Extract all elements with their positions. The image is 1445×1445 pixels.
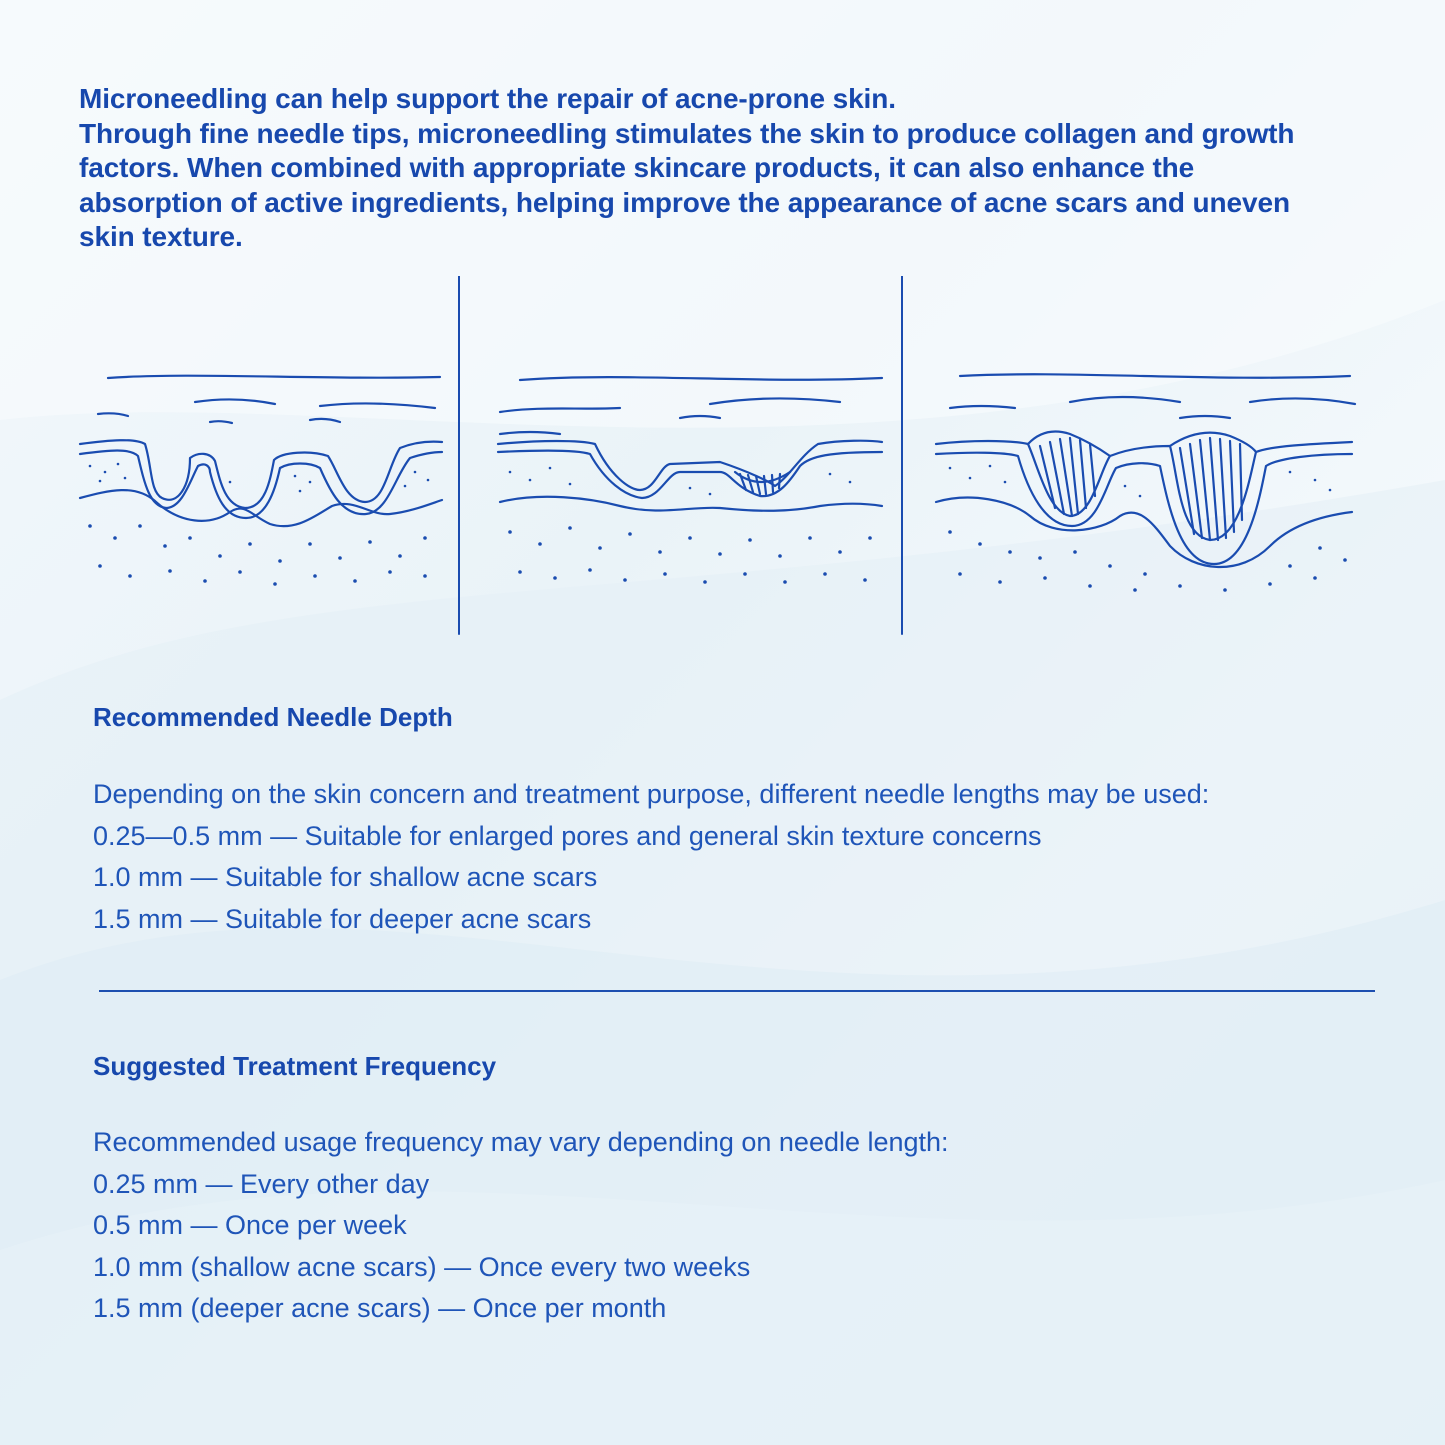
- depth-section-title: Recommended Needle Depth: [93, 702, 453, 732]
- skin-cross-section-shallow-scar-icon: [498, 377, 882, 584]
- depth-section-body: [93, 774, 1209, 940]
- depth-intro: Depending on the skin concern and treatment purpose, different needle lengths may be used:: [93, 779, 1210, 809]
- intro-paragraph: Through fine needle tips, microneedling stimulates the skin to produce collagen and growth factors. When combined with appropriate skincare products, it can also enhance the absorption of active ingredients, helping improve the appearance of acne scars and uneven skin texture.: [79, 117, 1295, 252]
- frequency-item: 1.5 mm (deeper acne scars) — Once per month: [93, 1293, 667, 1323]
- intro-text: [79, 82, 1329, 255]
- depth-item: 1.0 mm — Suitable for shallow acne scars: [93, 862, 598, 892]
- skin-cross-section-deep-scar-icon: [936, 374, 1355, 592]
- frequency-item: 0.5 mm — Once per week: [93, 1210, 407, 1240]
- frequency-section-title: Suggested Treatment Frequency: [93, 1051, 497, 1081]
- intro-headline: Microneedling can help support the repair of acne-prone skin.: [79, 83, 896, 114]
- section-divider: [99, 990, 1375, 992]
- depth-item: 1.5 mm — Suitable for deeper acne scars: [93, 903, 592, 934]
- skin-cross-section-rolling-scars-icon: [80, 376, 442, 586]
- frequency-item: 0.25 mm — Every other day: [93, 1168, 430, 1199]
- frequency-item: 1.0 mm (shallow acne scars) — Once every two weeks: [93, 1251, 751, 1282]
- skin-diagrams: [70, 276, 1370, 636]
- depth-item: 0.25—0.5 mm — Suitable for enlarged pores and general skin texture concerns: [93, 820, 1042, 851]
- frequency-intro: Recommended usage frequency may vary depending on needle length:: [93, 1127, 949, 1157]
- frequency-section-body: [93, 1122, 949, 1330]
